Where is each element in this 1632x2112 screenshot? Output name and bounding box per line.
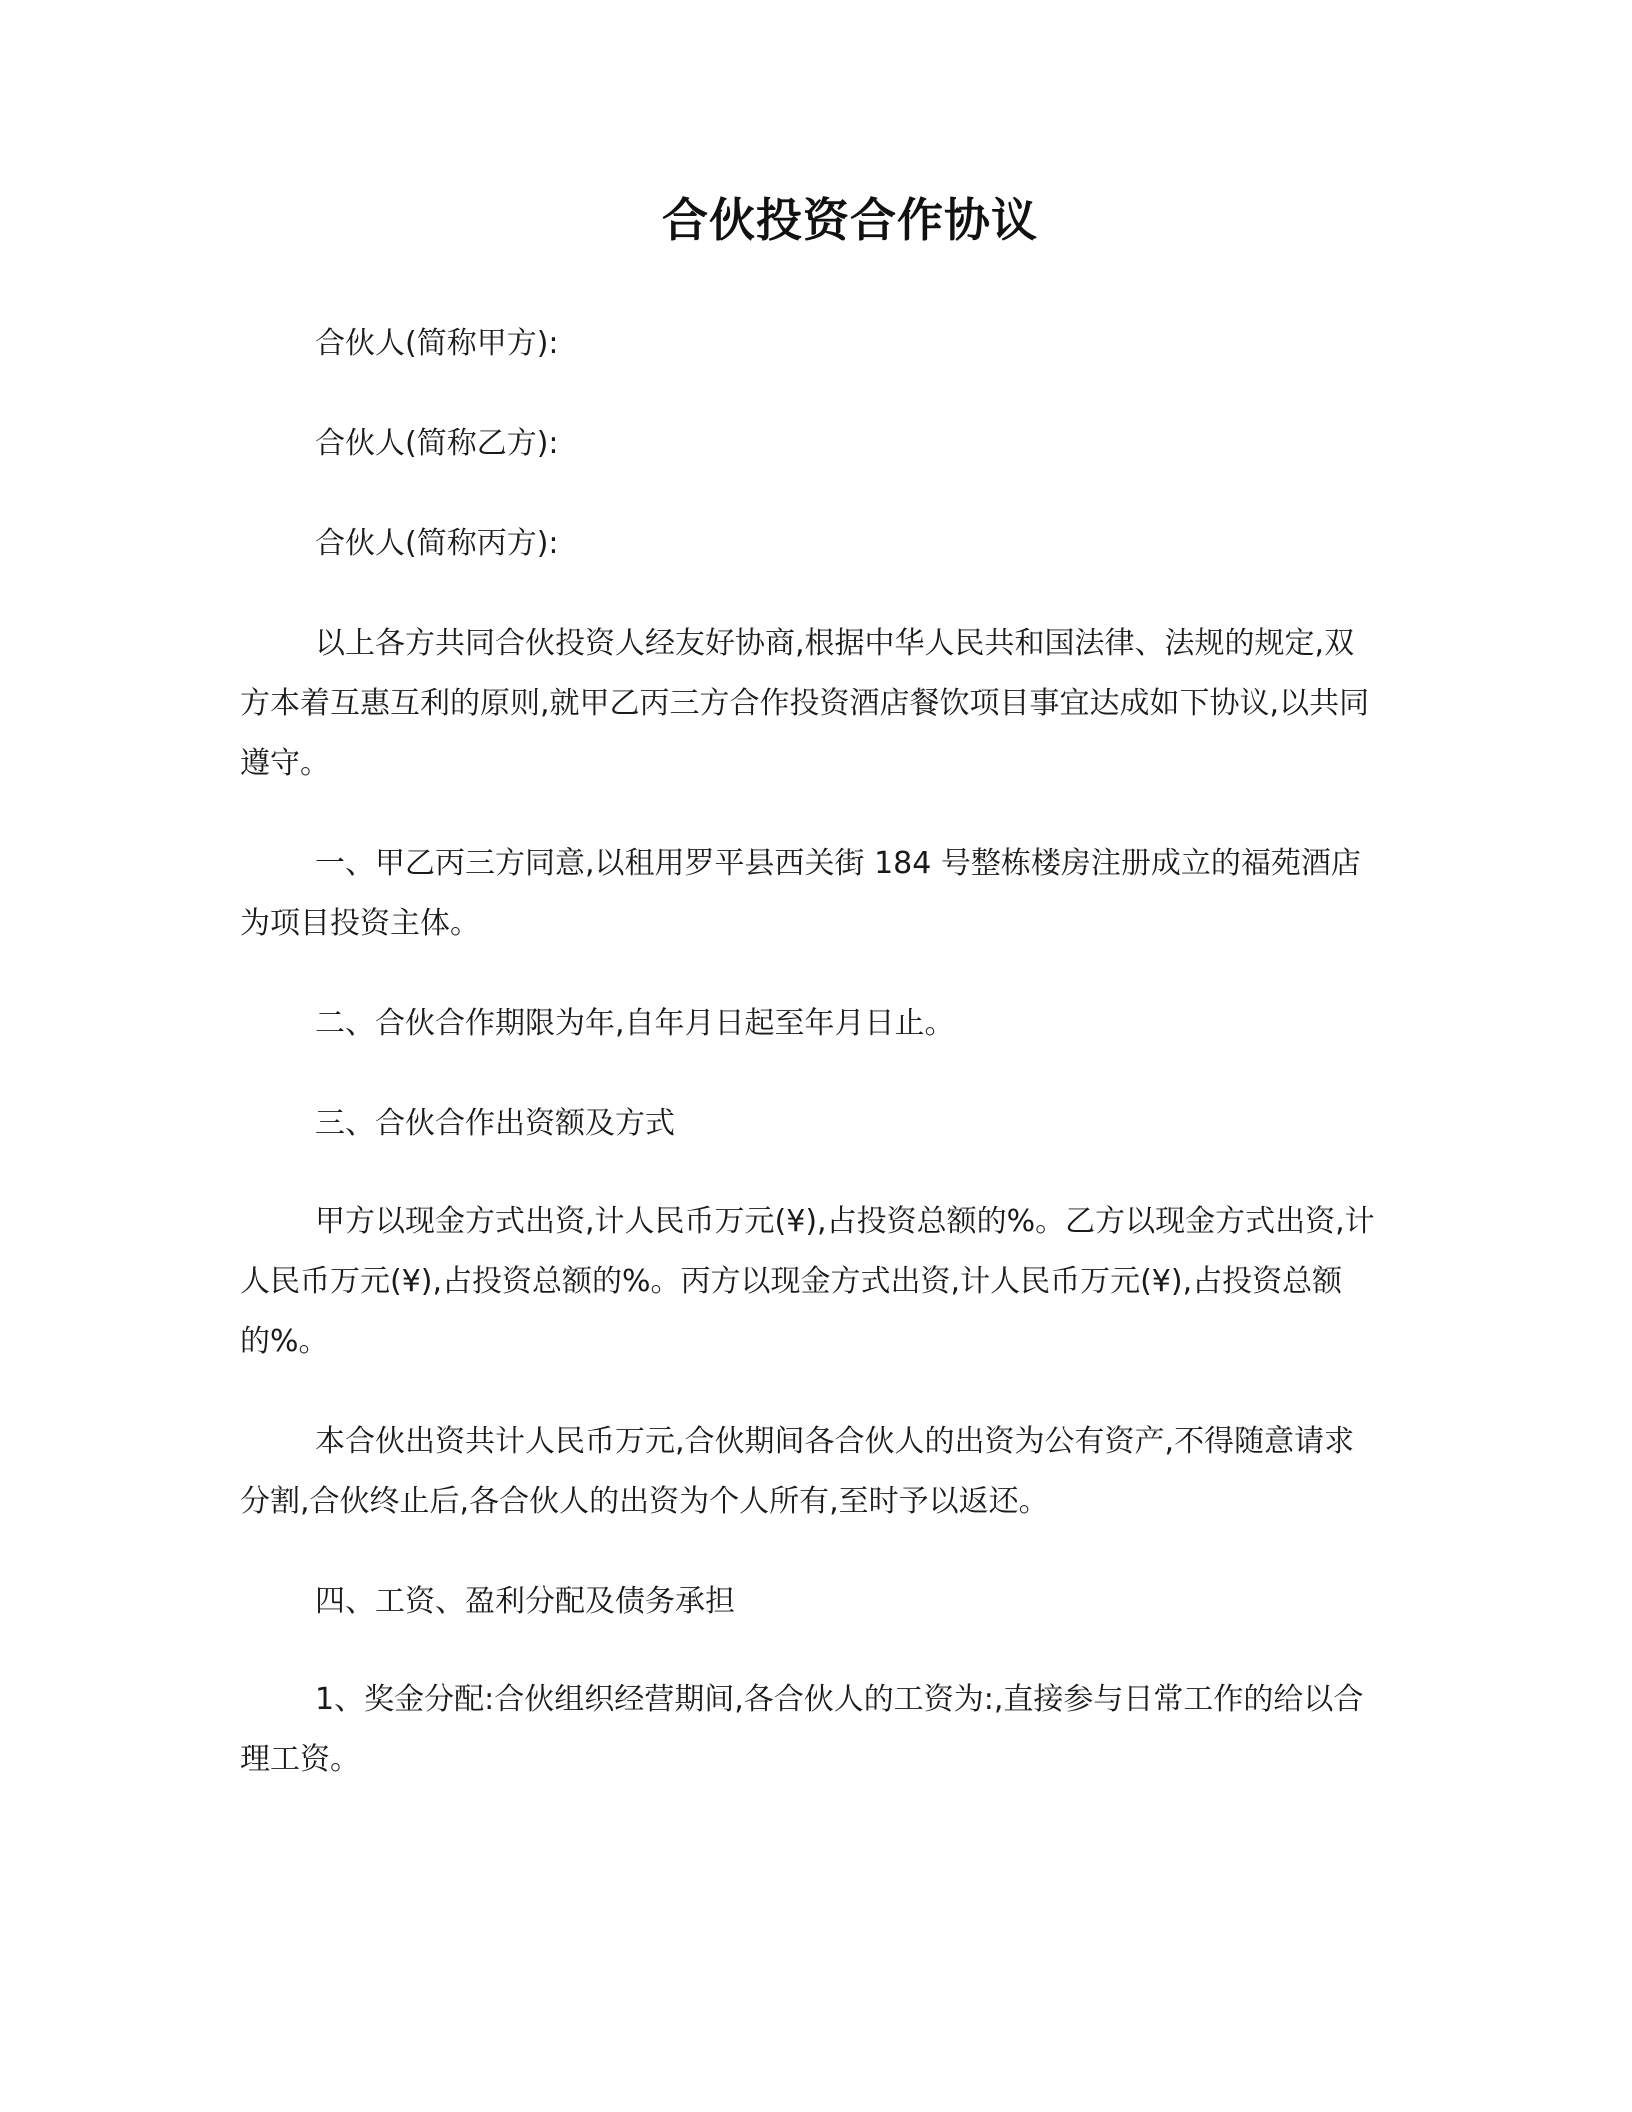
party-b-line: 合伙人(简称乙方): [315, 426, 559, 461]
total-contribution-paragraph: 本合伙出资共计人民币万元,合伙期间各合伙人的出资为公有资产,不得随意请求分割,合伙终止后,各合伙人的出资为个人所有,至时予以返还。 [240, 1424, 1355, 1519]
bonus-distribution-paragraph: 1、奖金分配:合伙组织经营期间,各合伙人的工资为:,直接参与日常工作的给以合理工资。 [240, 1682, 1364, 1777]
document-title: 合伙投资合作协议 [662, 193, 1038, 247]
preamble-paragraph: 以上各方共同合伙投资人经友好协商,根据中华人民共和国法律、法规的规定,双方本着互惠互利的原则,就甲乙丙三方合作投资酒店餐饮项目事宜达成如下协议,以共同遵守。 [240, 626, 1370, 781]
contribution-paragraph: 甲方以现金方式出资,计人民币万元(¥),占投资总额的%。乙方以现金方式出资,计人民币万元(¥),占投资总额的%。丙方以现金方式出资,计人民币万元(¥),占投资总额的%。 [240, 1204, 1375, 1359]
party-a-line: 合伙人(简称甲方): [315, 326, 559, 361]
clause-2-paragraph: 二、合伙合作期限为年,自年月日起至年月日止。 [315, 1006, 955, 1041]
clause-4-heading: 四、工资、盈利分配及债务承担 [315, 1584, 735, 1619]
clause-1-paragraph: 一、甲乙丙三方同意,以租用罗平县西关街 184 号整栋楼房注册成立的福苑酒店为项目投资主体。 [240, 846, 1361, 941]
party-c-line: 合伙人(简称丙方): [315, 526, 559, 561]
clause-3-heading: 三、合伙合作出资额及方式 [315, 1106, 675, 1141]
